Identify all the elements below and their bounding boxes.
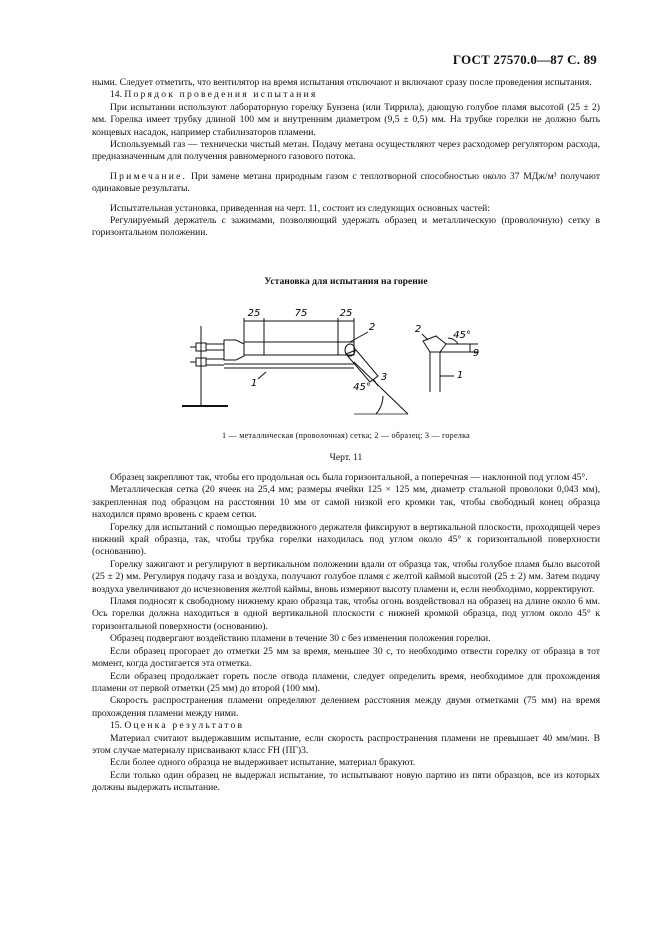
- paragraph: Регулируемый держатель с зажимами, позволяющий удержать образец и металлическую (проволочную) сетку в горизонтальном положении.: [92, 215, 600, 239]
- figure-drawing: [178, 296, 478, 416]
- paragraph: ными. Следует отметить, что вентилятор на время испытания отключают и включают сразу после проведения испытания.: [92, 77, 592, 88]
- paragraph: Горелку для испытаний с помощью передвижного держателя фиксируют в вертикальной плоскости, проходящей через нижний край образца, так, чтобы трубка горелки находилась под углом около 45° к горизонтальной поверхности (основанию).: [92, 521, 600, 558]
- paragraph: Если более одного образца не выдерживает испытание, материал бракуют.: [110, 757, 416, 769]
- section-heading-15: 15. Оценка результатов: [110, 720, 245, 732]
- page-header: ГОСТ 27570.0—87 С. 89: [452, 52, 597, 67]
- dim-75: 75: [294, 308, 308, 319]
- note-paragraph: Примечание. При замене метана природным газом с теплотворной способностью около 37 МДж/м³ получают одинаковые результаты.: [92, 170, 601, 195]
- label-1-main: 1: [250, 378, 258, 389]
- label-2-main: 2: [368, 322, 376, 333]
- label-3-main: 3: [380, 372, 388, 383]
- paragraph: Пламя подносят к свободному нижнему краю образца так, чтобы огонь воздействовал на образец на длине около 6 мм. Ось горелки должна находиться в одной вертикальной плоскости с нижней кромкой образца, под углом около 45° к горизонтальной поверхности (основанию).: [92, 596, 600, 632]
- dim-9: 9: [472, 348, 480, 359]
- paragraph: Если образец продолжает гореть после отвода пламени, следует определить время, необходимое для прохождения пламени от первой отметки (25 мм) до второй (100 мм).: [92, 670, 600, 694]
- text-block-bottom: [92, 472, 600, 795]
- label-1-detail: 1: [456, 370, 464, 381]
- paragraph: При испытании используют лабораторную горелку Бунзена (или Тиррила), дающую голубое пламя высотой (25 ± 2) мм. Горелка имеет трубку длиной 100 мм и внутренним диаметром (9,5 ± 0,5) мм. На трубке горелки не должно быть концевых насадок, например стабилизаторов пламени.: [92, 101, 600, 138]
- paragraph: Металлическая сетка (20 ячеек на 25,4 мм; размеры ячейки 125 × 125 мм, диаметр стальной проволоки 0,043 мм), закрепленная под образцом на расстоянии 10 мм от самой низкой его кромки так, чтобы свободный конец образца находился прямо вровень с краем сетки.: [92, 484, 600, 521]
- figure-number: Черт. 11: [329, 452, 363, 463]
- paragraph: Испытательная установка, приведенная на черт. 11, состоит из следующих основных частей:: [110, 202, 490, 214]
- dim-25-left: 25: [247, 308, 261, 319]
- figure-caption: 1 — металлическая (проволочная) сетка; 2 — образец; 3 — горелка: [222, 431, 470, 440]
- label-2-detail: 2: [414, 324, 422, 335]
- angle-45-right: 45°: [453, 330, 471, 341]
- paragraph: Материал считают выдержавшим испытание, если скорость распространения пламени не превышает 40 мм/мин. В этом случае материалу присваивают класс FH (ПГ)3.: [92, 732, 600, 756]
- paragraph: Используемый газ — технически чистый метан. Подачу метана осуществляют через расходомер регулятором расхода, предназначенным для получения равномерного газового потока.: [92, 139, 600, 163]
- paragraph: Скорость распространения пламени определяют делением расстояния между двумя отметками (75 мм) на время прохождения пламени между ними.: [92, 695, 600, 719]
- figure-title: Установка для испытания на горение: [264, 276, 428, 287]
- angle-45-left: 45°: [353, 382, 371, 393]
- apparatus-diagram: [178, 296, 478, 416]
- paragraph: Образец подвергают воздействию пламени в течение 30 с без изменения положения горелки.: [110, 633, 491, 645]
- paragraph: Горелку зажигают и регулируют в вертикальном положении вдали от образца так, чтобы голубое пламя было высотой (25 ± 2) мм. Регулируя подачу газа и воздуха, получают голубое пламя с желтой каймой высотой (25 ± 2) мм. Затем подачу воздуха увеличивают до исчезновения желтой каймы, вновь измеряют высоту пламени и, если необходимо, корректируют.: [92, 558, 600, 595]
- paragraph: Образец закрепляют так, чтобы его продольная ось была горизонтальной, а поперечная — наклонной под углом 45°.: [110, 472, 588, 483]
- section-heading-14: 14. Порядок проведения испытания: [110, 89, 318, 101]
- holder-jaw: [224, 340, 244, 360]
- text-block-top: [92, 77, 600, 240]
- paragraph: Если образец прогорает до отметки 25 мм за время, меньшее 30 с, то необходимо отвести горелку от образца в тот момент, когда достигается эта отметка.: [92, 645, 600, 670]
- dim-25-right: 25: [339, 308, 353, 319]
- paragraph: Если только один образец не выдержал испытание, то испытывают новую партию из пяти образцов, все из которых должны выдержать испытание.: [92, 769, 600, 794]
